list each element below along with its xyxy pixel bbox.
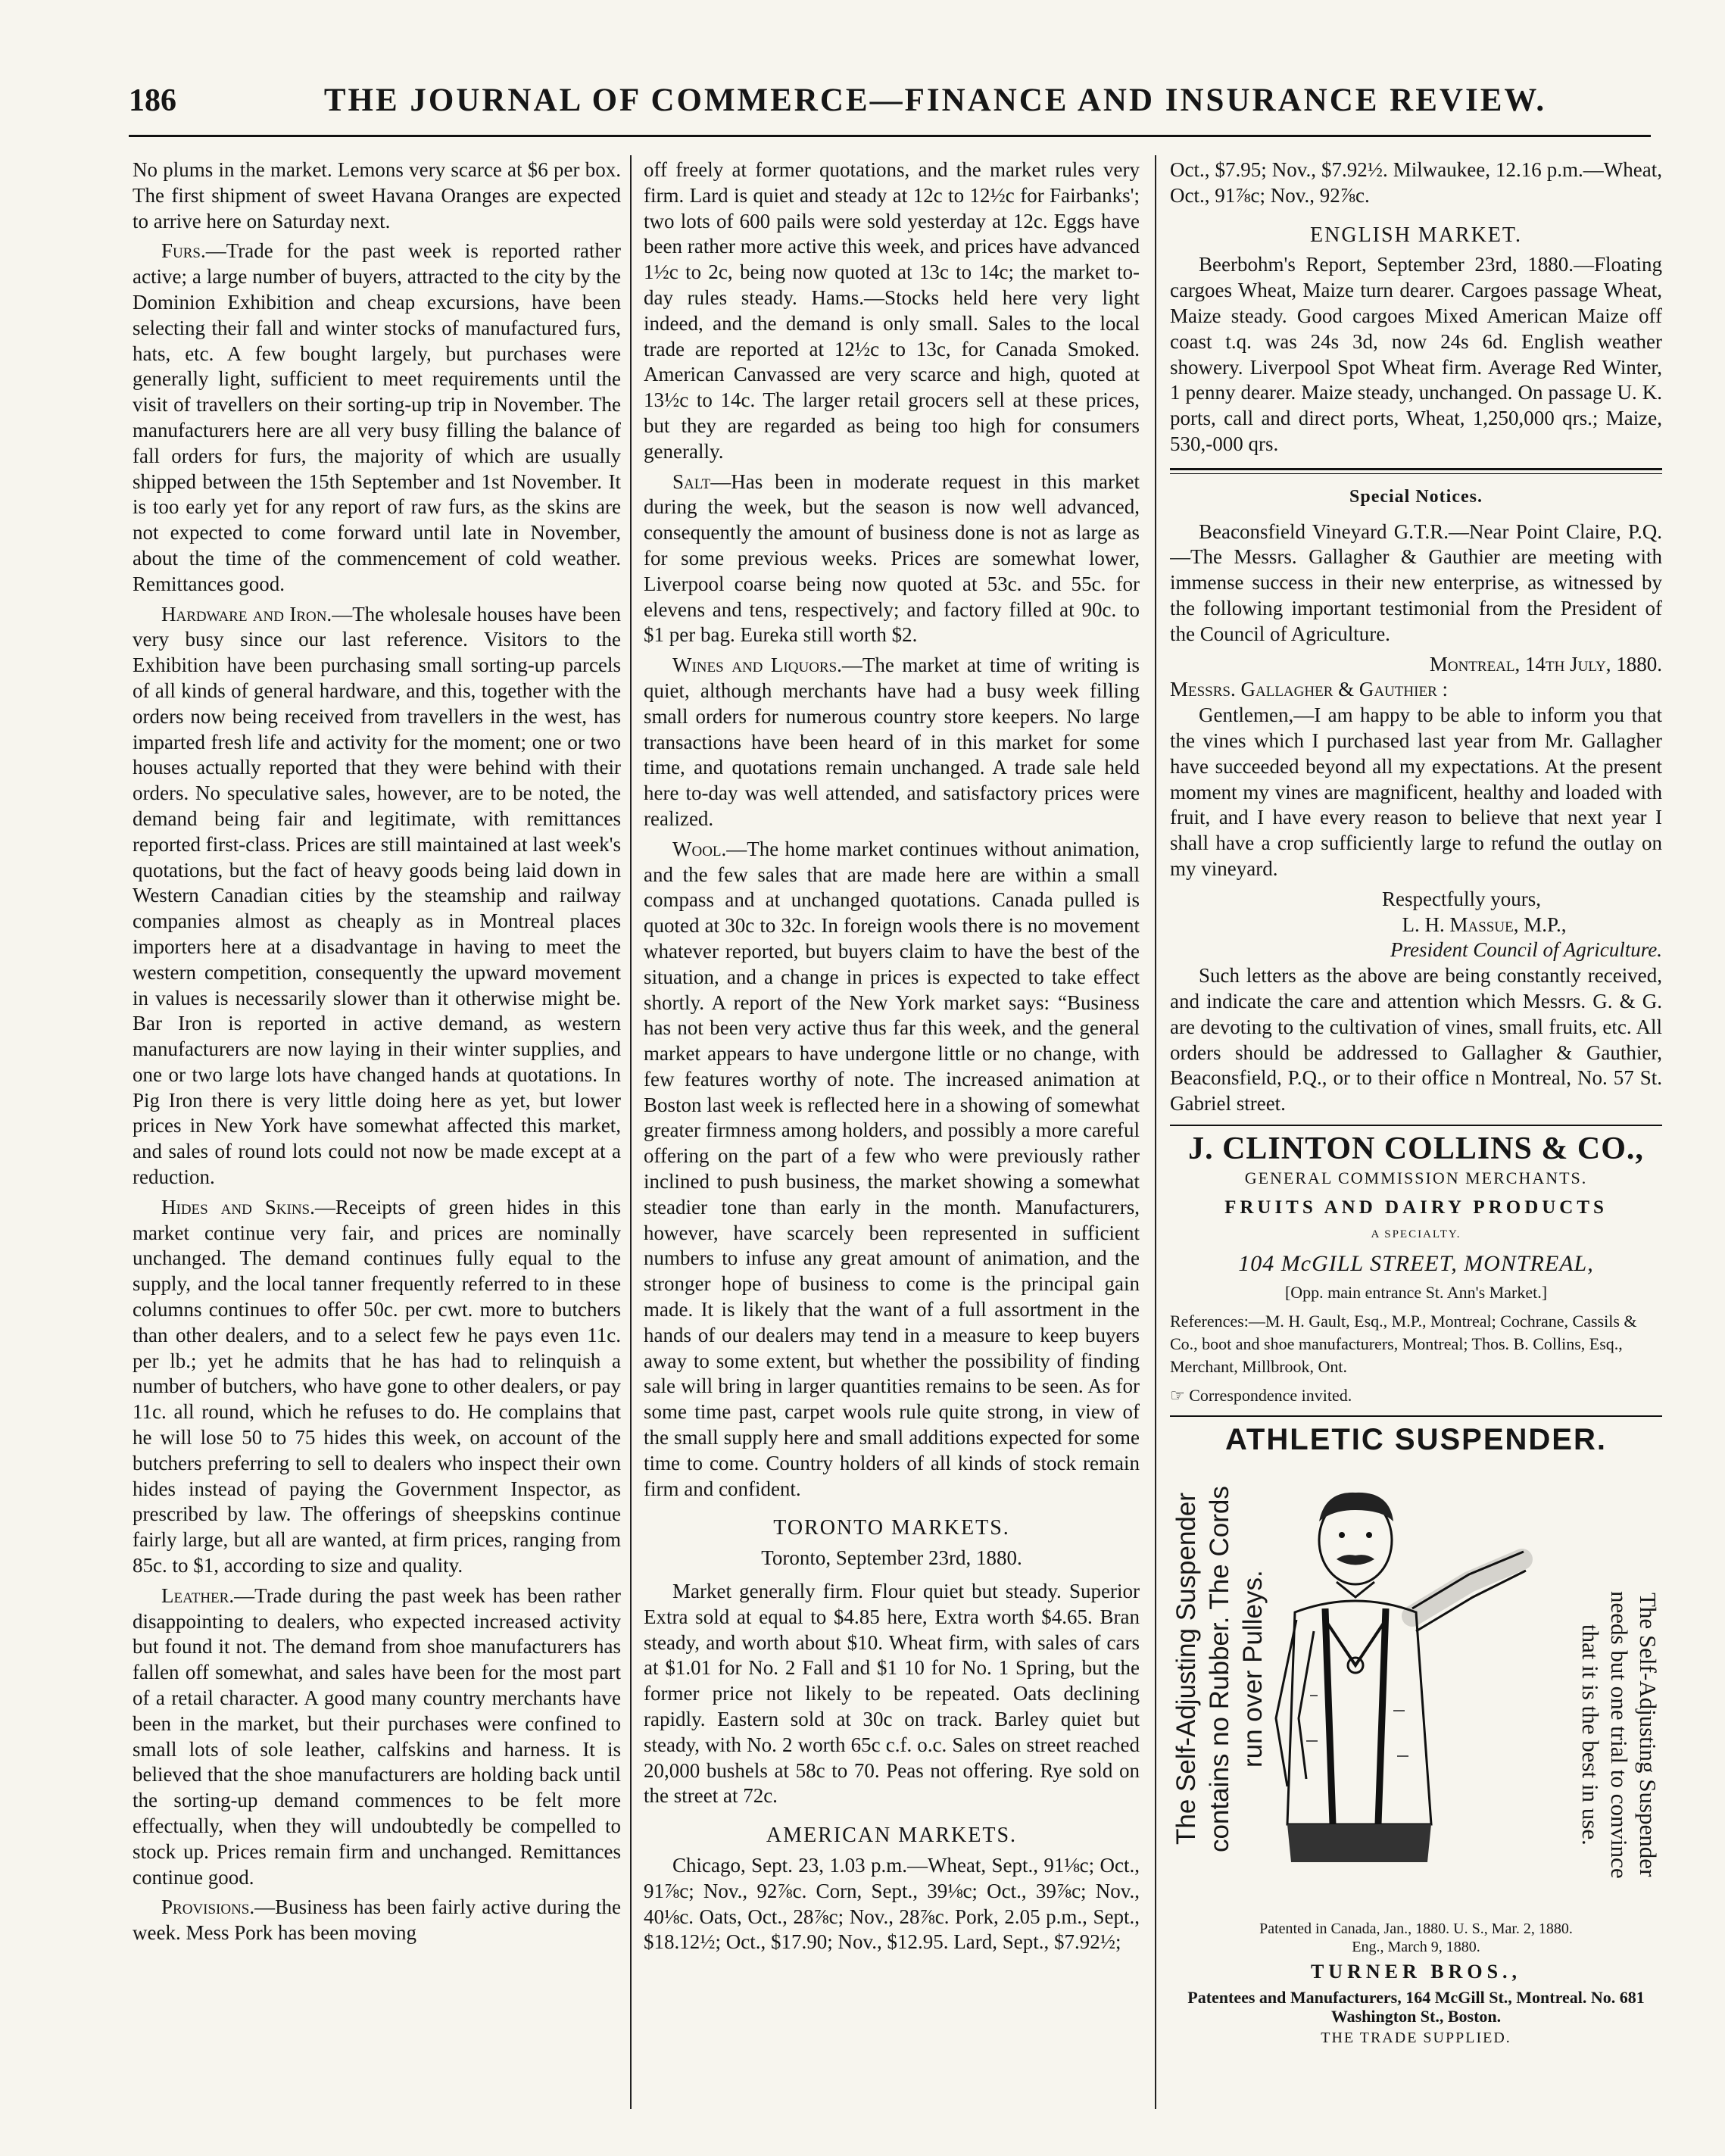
- athletic-suspender-advertisement: [1170, 1423, 1662, 1920]
- ath-title: ATHLETIC SUSPENDER.: [1225, 1423, 1607, 1457]
- paragraph-hardware: [133, 602, 621, 1190]
- ath-right-slogan: The Self-Adjusting Suspender needs but one trial to convince that it is the best in use.: [1577, 1590, 1661, 1879]
- notice-dateline: Montreal, 14th July, 1880.: [1429, 652, 1662, 676]
- section-keyword: Hardware and Iron.: [161, 602, 332, 626]
- paragraph-text: —The wholesale houses have been very busy since our last reference. Visitors to the Exhibition have been purchasing small sorting-up parcels of all kinds of general hardware, and this, together with the orders now being received from travellers in the west, has imparted fresh life and activity for the moment; one or two houses actually reported that they were behind with their orders. No speculative sales, however, are to be noted, the demand being fair and legitimate, with remittances reported first-class. Prices are still maintained at last week's quotations, but the fact of heavy goods being laid down in Western Canadian cities by the steamship and railway companies almost as cheaply as in Montreal places importers here at a disadvantage in having to meet the western competition, consequently the upward movement in values is necessarily slower than it otherwise might be. Bar Iron is reported in active demand, as western manufacturers are now laying in their winter supplies, and one or two large lots have changed hands at quotations. In Pig Iron there is very little doing here as yet, but lower prices in New York have somewhat affected this market, and sales of round lots could not now be made except at a reduction.: [133, 602, 621, 1189]
- ad-rule: [1170, 1415, 1662, 1417]
- ath-patentees: Patentees and Manufacturers, 164 McGill St., Montreal. No. 681 Washington St., Boston.: [1187, 1988, 1645, 2027]
- ath-maker: TURNER BROS.,: [1310, 1961, 1522, 1983]
- column-3: [1170, 158, 1662, 2111]
- collins-advertisement: [1170, 1131, 1662, 1409]
- ad-firm-name: J. CLINTON COLLINS & CO.,: [1188, 1131, 1644, 1166]
- column-divider: [1155, 155, 1156, 2109]
- paragraph-hides: [133, 1195, 621, 1579]
- paragraph-salt: [644, 470, 1140, 649]
- notice-paragraph: Beaconsfield Vineyard G.T.R.—Near Point Claire, P.Q.—The Messrs. Gallagher & Gauthier are meeting with immense success in their new enterprise, as witnessed by the following important testimonial from the President of the Council of Agriculture.: [1170, 519, 1662, 645]
- journal-title: THE JOURNAL OF COMMERCE—FINANCE AND INSURANCE REVIEW.: [323, 83, 1547, 118]
- special-notices-heading: Special Notices.: [1349, 486, 1483, 507]
- section-keyword: Wool.: [672, 837, 727, 860]
- page-header: [129, 82, 1651, 127]
- ath-trade-supplied: THE TRADE SUPPLIED.: [1321, 2030, 1511, 2047]
- column-2: [644, 158, 1140, 2111]
- ad-subtitle: GENERAL COMMISSION MERCHANTS.: [1244, 1168, 1588, 1187]
- ath-patent-line-1: Patented in Canada, Jan., 1880. U. S., Mar. 2, 1880.: [1259, 1920, 1573, 1938]
- paragraph-fruit: No plums in the market. Lemons very scarce at $6 per box. The first shipment of sweet Havana Oranges are expected to arrive here on Saturday next.: [133, 158, 621, 232]
- header-rule: [129, 135, 1651, 137]
- paragraph-text: —Business has been fairly active during the week. Mess Pork has been moving: [133, 1895, 621, 1945]
- ad-rule: [1170, 1125, 1662, 1126]
- notice-addressee: Messrs. Gallagher & Gauthier :: [1170, 678, 1448, 701]
- paragraph-provisions: [133, 1895, 621, 1946]
- ad-correspondence: [1170, 1383, 1662, 1409]
- section-rule: [1170, 468, 1662, 474]
- ath-left-slogan: The Self-Adjusting Suspender contains no Rubber. The Cords run over Pulleys.: [1171, 1486, 1268, 1853]
- american-markets-heading: AMERICAN MARKETS.: [766, 1824, 1018, 1848]
- paragraph-text: —The market at time of writing is quiet, although merchants have had a busy week filling small orders for numerous country store keepers. No large transactions have been heard of in this market for some time, and quotations remain unchanged. A trade sale held here to-day was well attended, and satisfactory prices were realized.: [644, 654, 1140, 830]
- ad-address: 104 McGILL STREET, MONTREAL,: [1238, 1251, 1594, 1277]
- paragraph-text: —Trade during the past week has been rather disappointing to dealers, who expected increased activity but found it not. The demand from shoe manufacturers has fallen off somewhat, and sales have been for the most part of a retail character. A good many country merchants have been in the market, but their purchases were confined to small lots of sole leather, calfskins and harness. It is believed that the shoe manufacturers are holding back until the sorting-up demand commences to be felt more effectually, when they will undoubtedly be compelled to stock up. Prices remain firm and unchanged. Remittances continue good.: [133, 1583, 621, 1889]
- pointing-hand-icon: ☞: [1170, 1385, 1185, 1405]
- paragraph-leather: [133, 1583, 621, 1891]
- paragraph-text: —Receipts of green hides in this market continue very fair, and prices are nominally unchanged. The demand continues fully equal to the supply, and the local tanner frequently referred to in these columns continues to offer 50c. per cwt. more to butchers than other dealers, and to a select few he pays even 11c. per lb.; yet he admits that he has had to relinquish a number of butchers, who have gone to other dealers, or pay 11c. all round, which he refuses to do. He complains that he will lose 50 to 75 hides this week, on account of the butchers preferring to sell to dealers who inspect their own hides instead of paying the Government Inspector, as prescribed by law. The offerings of sheepskins continue fairly large, but all are wanted, at firm prices, ranging from 85c. to $1, according to size and quality.: [133, 1195, 621, 1577]
- paragraph-american-cont: Oct., $7.95; Nov., $7.92½. Milwaukee, 12.16 p.m.—Wheat, Oct., 91⅞c; Nov., 92⅞c.: [1170, 158, 1662, 207]
- ad-correspondence-text: Correspondence invited.: [1189, 1385, 1352, 1405]
- man-with-suspenders-illustration: [1242, 1468, 1537, 1892]
- paragraph-provisions-cont: off freely at former quotations, and the market rules very firm. Lard is quiet and steady at 12c to 12½c for Fairbanks'; two lots of 600 pails were sold yesterday at 12c. Eggs have been rather more active this week, and prices have advanced 1½c to 2c, being now quoted at 13c to 14c; the market to-day rules steady. Hams.—Stocks held here very light indeed, and the demand is only small. Sales to the local trade are reported at 12½c to 13c, for Canada Smoked. American Canvassed are very scarce and high, quoted at 13½c to 14c. The larger retail grocers sell at these prices, but they are regarded as being too high for consumers generally.: [644, 158, 1140, 463]
- notice-followup: Such letters as the above are being constantly received, and indicate the care and attention which Messrs. G. & G. are devoting to the cultivation of vines, small fruits, etc. All orders should be addressed to Gallagher & Gauthier, Beaconsfield, P.Q., or to their office n Montreal, No. 57 St. Gabriel street.: [1170, 964, 1662, 1115]
- paragraph-text: —The home market continues without animation, and the few sales that are made here are within a small compass and at unchanged quotations. Canada pulled is quoted at 30c to 32c. In foreign wools there is no movement whatever reported, but buyers claim to have the best of the situation, and a change in prices is expected to take effect shortly. A report of the New York market says: “Business has not been very active thus far this week, and the general market appears to have undergone little or no change, with few features worthy of note. The increased animation at Boston last week is reflected here in a showing of somewhat greater firmness among holders, and possibly a more careful offering on the part of a few who were previously rather inclined to push business, the market showing a somewhat steadier tone than early in the month. Manufacturers, however, have scarcely been represented in sufficient numbers to infuse any great amount of animation, and the stronger hope of business to come is the principal gain made. It is likely that the want of a full assortment in the hands of our dealers may tend in a measure to keep buyers away to some extent, but whether the possibility of finding sale will bring in larger quantities remains to be seen. As for some time past, carpet wools rule quite strong, in view of the small supply here and small additions expected for some time to come. Country holders of all kinds of stock remain firm and confident.: [644, 837, 1140, 1500]
- english-market-heading: ENGLISH MARKET.: [1310, 223, 1522, 247]
- section-keyword: Furs.: [161, 239, 206, 263]
- paragraph-english: Beerbohm's Report, September 23rd, 1880.—Floating cargoes Wheat, Maize turn dearer. Cargoes passage Wheat, Maize steady. Good cargoes Mixed American Maize off coast t.q. was 24s 3d, now 24s 6d. English weather showery. Liverpool Spot Wheat firm. Average Red Winter, 1 penny dearer. Maize steady, unchanged. On passage U. K. ports, call and direct ports, Wheat, 1,250,000 qrs.; Maize, 530,-000 qrs.: [1170, 253, 1662, 455]
- page-number: 186: [129, 83, 176, 118]
- ad-opposite-note: [Opp. main entrance St. Ann's Market.]: [1284, 1282, 1548, 1302]
- paragraph-text: —Trade for the past week is reported rather active; a large number of buyers, attracted to the city by the Dominion Exhibition and cheap excursions, have been selecting their fall and winter stocks of manufactured furs, hats, etc. A few bought largely, but purchases were generally light, sufficient to meet requirements until the visit of travellers on their sorting-up trip in November. The manufacturers here are all very busy filling the balance of fall orders for furs, the majority of which are usually shipped between the 15th September and 1st November. It is too early yet for any report of raw furs, as the skins are not expected to come forward until late in November, about the time of the commencement of cold weather. Remittances good.: [133, 239, 621, 595]
- toronto-dateline: Toronto, September 23rd, 1880.: [761, 1546, 1022, 1570]
- notice-closing: Respectfully yours,: [1382, 887, 1541, 910]
- paragraph-wines: [644, 653, 1140, 832]
- ad-specialty: A SPECIALTY.: [1371, 1228, 1461, 1241]
- paragraph-wool: [644, 837, 1140, 1502]
- notice-signature: L. H. Massue, M.P.,: [1402, 913, 1567, 936]
- paragraph-furs: [133, 239, 621, 597]
- column-1: [133, 158, 621, 2111]
- section-keyword: Wines and Liquors.: [672, 654, 842, 677]
- notice-signatory-title: President Council of Agriculture.: [1390, 938, 1662, 962]
- toronto-markets-heading: TORONTO MARKETS.: [773, 1516, 1010, 1540]
- section-keyword: Leather.: [161, 1583, 235, 1607]
- ad-references: References:—M. H. Gault, Esq., M.P., Montreal; Cochrane, Cassils & Co., boot and shoe manufacturers, Montreal; Thos. B. Collins, Esq., Merchant, Millbrook, Ont.: [1170, 1311, 1637, 1376]
- ad-products: FRUITS AND DAIRY PRODUCTS: [1224, 1197, 1608, 1218]
- notice-letter: Gentlemen,—I am happy to be able to inform you that the vines which I purchased last year from Mr. Gallagher have succeeded beyond all my expectations. At the present moment my vines are magnificent, healthy and loaded with fruit, and I have every reason to believe that next year I shall have a crop sufficiently large to refund the outlay on my vineyard.: [1170, 704, 1662, 880]
- section-keyword: Salt: [672, 470, 711, 493]
- paragraph-toronto: Market generally firm. Flour quiet but steady. Superior Extra sold at equal to $4.85 here, Extra worth $4.65. Bran steady, and worth about $10. Wheat firm, with sales of cars at $1.01 for No. 2 Fall and $1 10 for No. 1 Spring, but the former price not likely to be repeated. Oats declining rapidly. Eastern sold at 30c on track. Barley quiet but steady, with No. 2 worth 65c c.f. o.c. Sales on street reached 20,000 bushels at 58c to 70. Peas not offering. Rye sold on the street at 72c.: [644, 1580, 1140, 1808]
- paragraph-text: —Has been in moderate request in this market during the week, but the season is now well advanced, consequently the amount of business done is not as large as for some previous weeks. Prices are somewhat lower, Liverpool coarse being now quoted at 53c. and 55c. for elevens and tens, respectively; and factory filled at 90c. to $1 per bag. Eureka still worth $2.: [644, 470, 1140, 647]
- section-keyword: Provisions.: [161, 1895, 255, 1919]
- section-keyword: Hides and Skins.: [161, 1195, 315, 1218]
- paragraph-american: Chicago, Sept. 23, 1.03 p.m.—Wheat, Sept., 91⅛c; Oct., 91⅞c; Nov., 92⅞c. Corn, Sept., 39⅛c; Oct., 39⅞c; Nov., 40⅛c. Oats, Oct., 28⅞c; Nov., 28⅞c. Pork, 2.05 p.m., Sept., $18.12½; Oct., $17.90; Nov., $12.95. Lard, Sept., $7.92½;: [644, 1854, 1140, 1954]
- ath-patent-line-2: Eng., March 9, 1880.: [1352, 1939, 1480, 1956]
- column-divider: [630, 155, 632, 2109]
